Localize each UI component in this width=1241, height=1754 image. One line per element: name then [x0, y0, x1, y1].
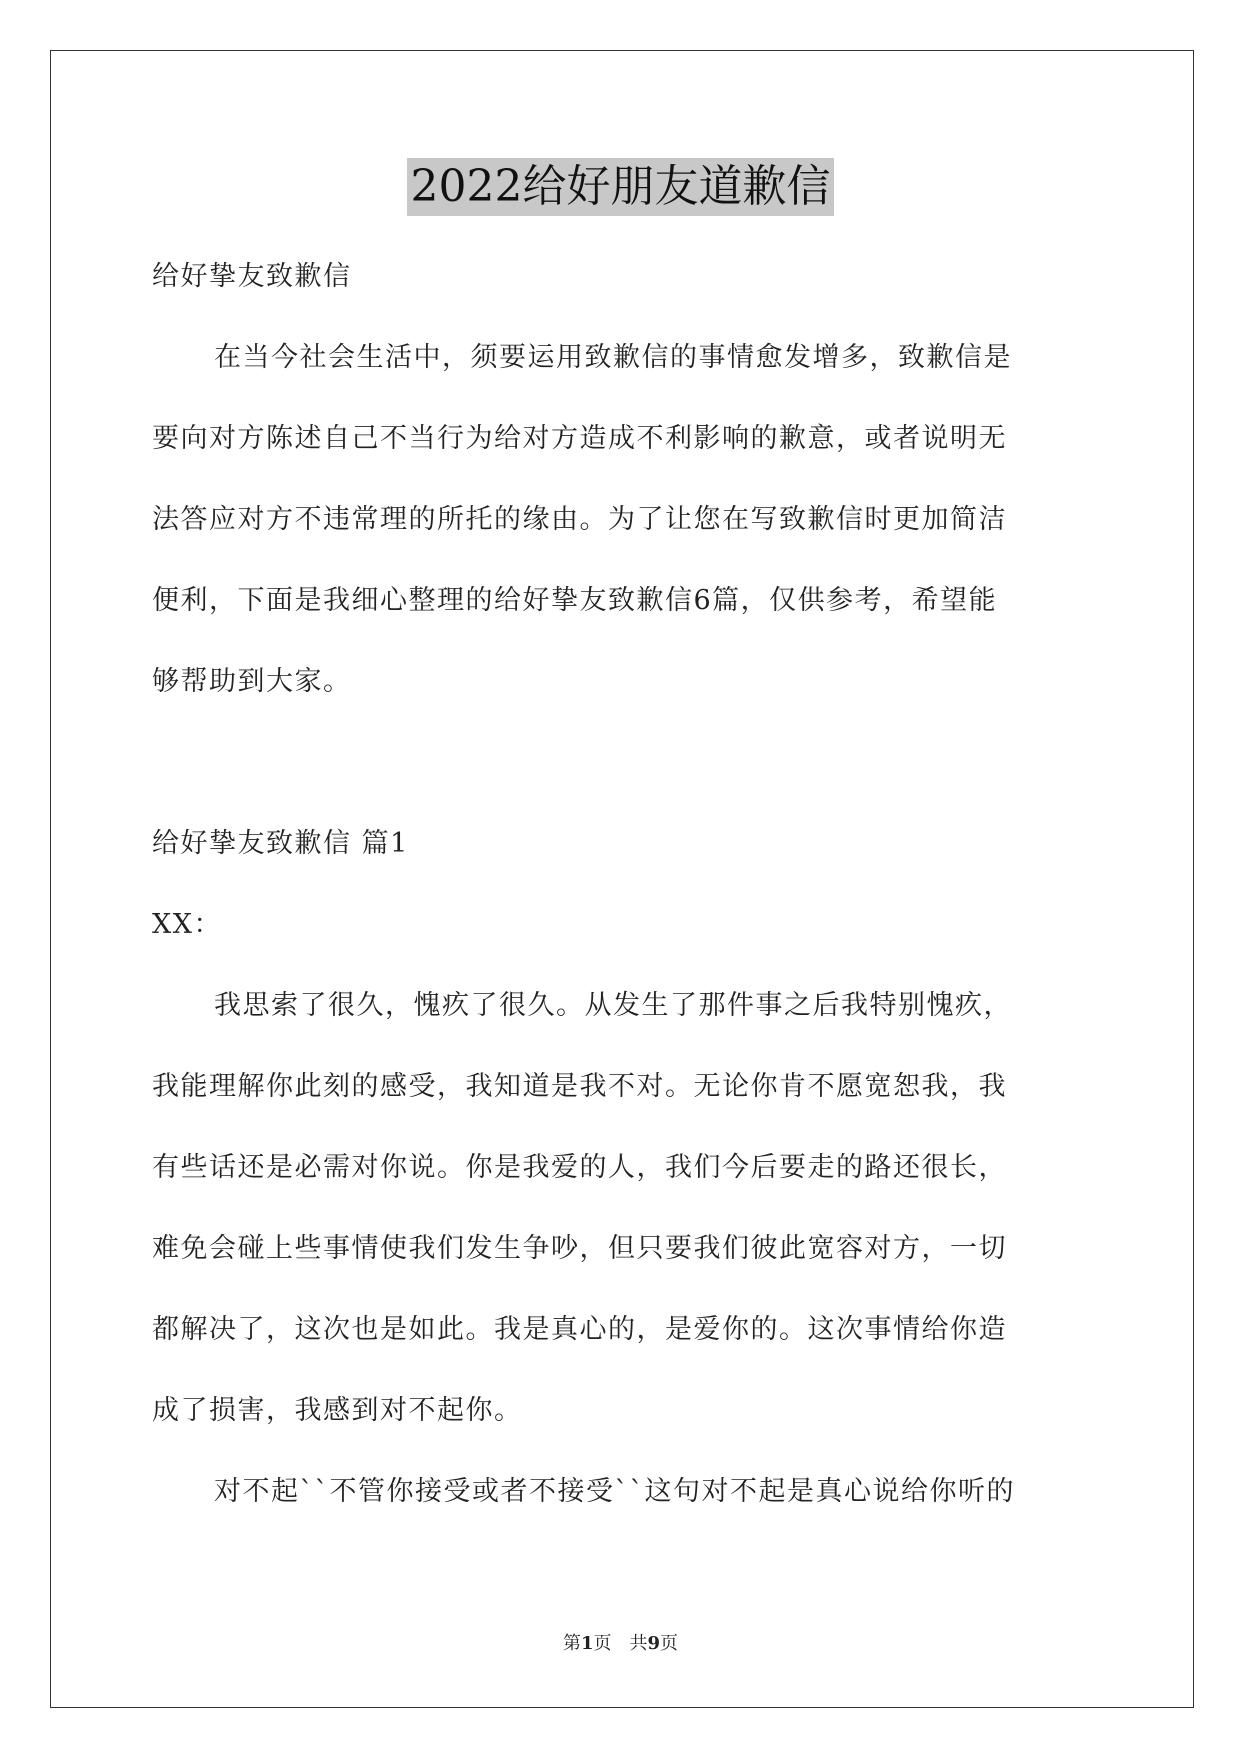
page-suffix: 页 — [660, 1633, 679, 1654]
intro-line[interactable]: 在当今社会生活中，须要运用致歉信的事情愈发增多，致歉信是 — [214, 342, 1012, 373]
intro-line[interactable]: 够帮助到大家。 — [152, 666, 352, 697]
paragraph-line[interactable]: 难免会碰上些事情使我们发生争吵，但只要我们彼此宽容对方，一切 — [152, 1233, 1007, 1264]
intro-line[interactable]: 法答应对方不违常理的所托的缘由。为了让您在写致歉信时更加简洁 — [152, 504, 1007, 535]
paragraph-line[interactable]: 有些话还是必需对你说。你是我爱的人，我们今后要走的路还很长， — [152, 1152, 1007, 1183]
page-total: 9 — [647, 1633, 661, 1654]
document-body — [152, 236, 1092, 1532]
title-container — [0, 158, 1241, 216]
paragraph-line[interactable]: 成了损害，我感到对不起你。 — [152, 1395, 523, 1426]
paragraph-line[interactable]: 我思索了很久，愧疚了很久。从发生了那件事之后我特别愧疚， — [214, 990, 1012, 1021]
paragraph-line[interactable]: 我能理解你此刻的感受，我知道是我不对。无论你肯不愿宽恕我，我 — [152, 1071, 1007, 1102]
blank-line — [152, 722, 1092, 803]
salutation[interactable]: XX： — [152, 909, 222, 940]
intro-line[interactable]: 便利，下面是我细心整理的给好挚友致歉信6篇，仅供参考，希望能 — [152, 585, 998, 616]
document-subtitle[interactable]: 给好挚友致歉信 — [152, 261, 352, 292]
page-prefix: 第 — [562, 1633, 581, 1654]
document-title[interactable]: 2022给好朋友道歉信 — [407, 158, 835, 216]
section-heading[interactable]: 给好挚友致歉信 篇1 — [152, 828, 409, 859]
paragraph-line[interactable]: 都解决了，这次也是如此。我是真心的，是爱你的。这次事情给你造 — [152, 1314, 1007, 1345]
intro-line[interactable]: 要向对方陈述自己不当行为给对方造成不利影响的歉意，或者说明无 — [152, 423, 1007, 454]
page-current: 1 — [580, 1633, 594, 1654]
page-mid: 页 共 — [593, 1633, 648, 1654]
paragraph-line[interactable]: 对不起``不管你接受或者不接受``这句对不起是真心说给你听的 — [214, 1476, 1015, 1507]
page-footer — [0, 1632, 1241, 1656]
